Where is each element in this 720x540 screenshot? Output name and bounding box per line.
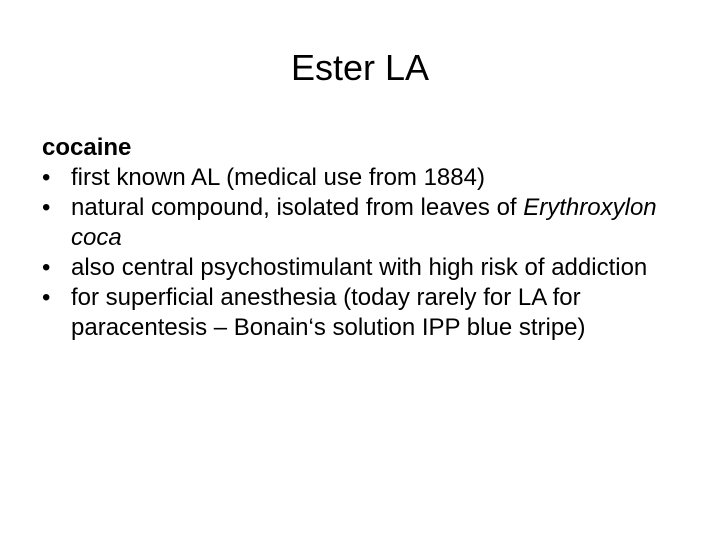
bullet-icon: • xyxy=(42,284,51,311)
bullet-icon: • xyxy=(42,194,51,221)
bullet-list xyxy=(42,163,702,343)
bullet-icon: • xyxy=(42,254,51,281)
list-item xyxy=(42,163,702,193)
list-item xyxy=(42,253,702,283)
section-heading: cocaine xyxy=(42,134,132,161)
species-name: Erythroxylon coca xyxy=(71,194,657,251)
bullet-text: natural compound, isolated from leaves of xyxy=(71,194,524,221)
slide-title: Ester LA xyxy=(290,47,430,88)
bullet-icon: • xyxy=(42,164,51,191)
list-item xyxy=(42,283,702,343)
list-item xyxy=(42,193,702,253)
bullet-text: also central psychostimulant with high risk of addiction xyxy=(71,254,648,281)
slide-body xyxy=(42,133,702,343)
bullet-text: first known AL (medical use from 1884) xyxy=(71,164,485,191)
bullet-text: for superficial anesthesia (today rarely for LA for paracentesis – Bonain‘s solution IPP blue stripe) xyxy=(71,284,586,341)
